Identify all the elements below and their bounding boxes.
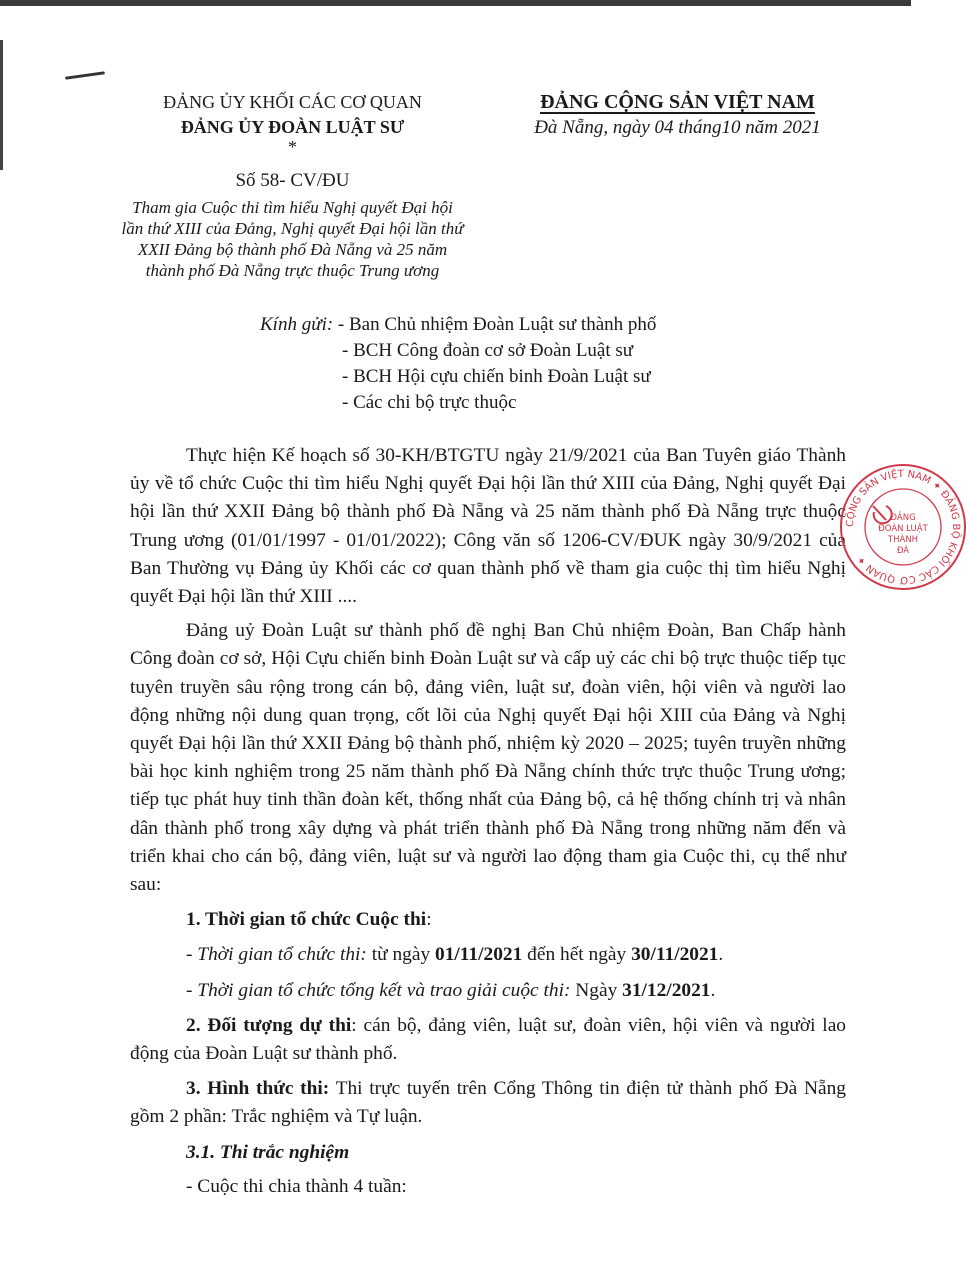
item-text: .	[718, 944, 724, 966]
section-text: Thi trực tuyến trên Cổng Thông tin điện tử thành phố Đà Nẵng gồm 2 phần: Trắc nghiệm và Tự luận.	[130, 1078, 846, 1128]
start-date: 01/11/2021	[435, 944, 523, 966]
stamp-ring-text: CỘNG SẢN VIỆT NAM ✦ ĐẢNG BỘ KHỐI CÁC CƠ QUAN ✦	[844, 468, 962, 586]
item-text: từ ngày	[366, 944, 436, 966]
section-title: 1. Thời gian tổ chức Cuộc thi	[186, 909, 427, 931]
section-title: 3. Hình thức thi:	[186, 1078, 330, 1100]
subsection-title: 3.1. Thi trắc nghiệm	[186, 1141, 350, 1163]
issuer-block	[120, 90, 465, 281]
section-3	[130, 1075, 846, 1131]
recipient-row	[260, 312, 656, 338]
paragraph-basis: Thực hiện Kế hoạch số 30-KH/BTGTU ngày 21/9/2021 của Ban Tuyên giáo Thành ủy về tổ chức Cuộc thi tìm hiểu Nghị quyết Đại hội lần thứ XIII của Đảng, Nghị quyết Đại hội lần thứ XXII Đảng bộ thành phố Đà Nẵng và 25 năm thành phố Đà Nẵng trực thuộc Trung ương (01/01/1997 - 01/01/2022); Công văn số 1206-CV/ĐUK ngày 30/9/2021 của Ban Thường vụ Đảng ủy Khối các cơ quan thành phố về tham gia cuộc thị tìm hiểu Nghị quyết Đại hội lần thứ XIII ....	[130, 445, 846, 608]
scan-left-edge	[0, 40, 3, 170]
subject-line: XXII Đảng bộ thành phố Đà Nẵng và 25 năm	[137, 240, 448, 259]
section-2	[130, 1012, 846, 1068]
award-date-item	[130, 977, 846, 1005]
stamp-center-line: ĐẢNG	[890, 513, 916, 523]
party-name: ĐẢNG CỘNG SẢN VIỆT NAM	[540, 91, 815, 113]
hammer-sickle-icon	[873, 506, 892, 523]
subject-line: thành phố Đà Nẵng trực thuộc Trung ương	[145, 261, 440, 280]
recipient-item: - BCH Công đoàn cơ sở Đoàn Luật sư	[342, 340, 634, 361]
item-text: Ngày	[570, 979, 623, 1001]
document-body	[130, 442, 846, 1201]
exam-period-item	[130, 941, 846, 969]
date-line: Đà Nẵng, ngày 04 tháng10 năm 2021	[534, 117, 821, 138]
red-seal-stamp	[838, 462, 968, 592]
stamp-center-line: ĐOÀN LUẬT	[878, 524, 928, 534]
section-text: : cán bộ, đảng viên, luật sư, đoàn viên, hội viên và người lao động của Đoàn Luật sư thành phố.	[130, 1014, 847, 1065]
stamp-center-line: ĐÀ	[896, 546, 910, 556]
end-date: 30/11/2021	[631, 944, 719, 966]
award-date: 31/12/2021	[622, 979, 711, 1001]
stamp-center-line: THÀNH	[887, 535, 919, 545]
issuer-org: ĐẢNG ỦY ĐOÀN LUẬT SƯ	[180, 117, 405, 137]
scan-top-edge	[0, 0, 911, 6]
recipients-block	[260, 312, 656, 416]
item-label: - Thời gian tổ chức thi:	[186, 944, 367, 966]
section-3-1-heading	[130, 1139, 846, 1167]
issuer-parent-org: ĐẢNG ỦY KHỐI CÁC CƠ QUAN	[163, 92, 422, 112]
recipient-item: - Các chi bộ trực thuộc	[342, 392, 517, 413]
colon: :	[426, 909, 432, 931]
star-mark: *	[288, 137, 297, 157]
item-label: - Thời gian tổ chức tổng kết và trao giải cuộc thi:	[186, 979, 571, 1001]
recipients-label: Kính gửi:	[260, 314, 334, 335]
item-text: .	[710, 979, 716, 1001]
document-number: Số 58- CV/ĐU	[235, 170, 350, 191]
subject-line: Tham gia Cuộc thi tìm hiểu Nghị quyết Đại hội	[132, 198, 453, 217]
recipient-item: - BCH Hội cựu chiến binh Đoàn Luật sư	[342, 366, 651, 387]
subject-line: lần thứ XIII của Đảng, Nghị quyết Đại hội lần thứ	[121, 219, 464, 238]
document-subject	[120, 197, 465, 281]
item-text: đến hết ngày	[522, 944, 632, 966]
pen-mark	[65, 71, 105, 80]
paragraph-request: Đảng uỷ Đoàn Luật sư thành phố đề nghị Ban Chủ nhiệm Đoàn, Ban Chấp hành Công đoàn cơ sở, Hội Cựu chiến binh Đoàn Luật sư và cấp uỷ các chi bộ trực thuộc tiếp tục tuyên truyền sâu rộng trong cán bộ, đảng viên, luật sư, đoàn viên, hội viên và người lao động những nội dung quan trọng, cốt lõi của Nghị quyết Đại hội XIII của Đảng và Nghị quyết Đại hội lần thứ XXII Đảng bộ thành phố, nhiệm kỳ 2020 – 2025; tuyên truyền những bài học kinh nghiệm trong 25 năm thành phố Đà Nẵng chính thức trực thuộc Trung ương; tiếp tục phát huy tinh thần đoàn kết, thống nhất của Đảng bộ, cả hệ thống chính trị và nhân dân thành phố trong xây dựng và phát triển thành phố Đà Nẵng trong những năm đến và triển khai cho cán bộ, đảng viên, luật sư và người lao động tham gia Cuộc thi, cụ thể như sau:	[130, 620, 846, 896]
national-block	[505, 90, 850, 140]
recipient-item: - Ban Chủ nhiệm Đoàn Luật sư thành phố	[337, 314, 657, 335]
section-title: 2. Đối tượng dự thi	[186, 1014, 352, 1036]
section-3-1-item: - Cuộc thi chia thành 4 tuần:	[186, 1175, 407, 1197]
section-1-heading	[130, 906, 846, 934]
